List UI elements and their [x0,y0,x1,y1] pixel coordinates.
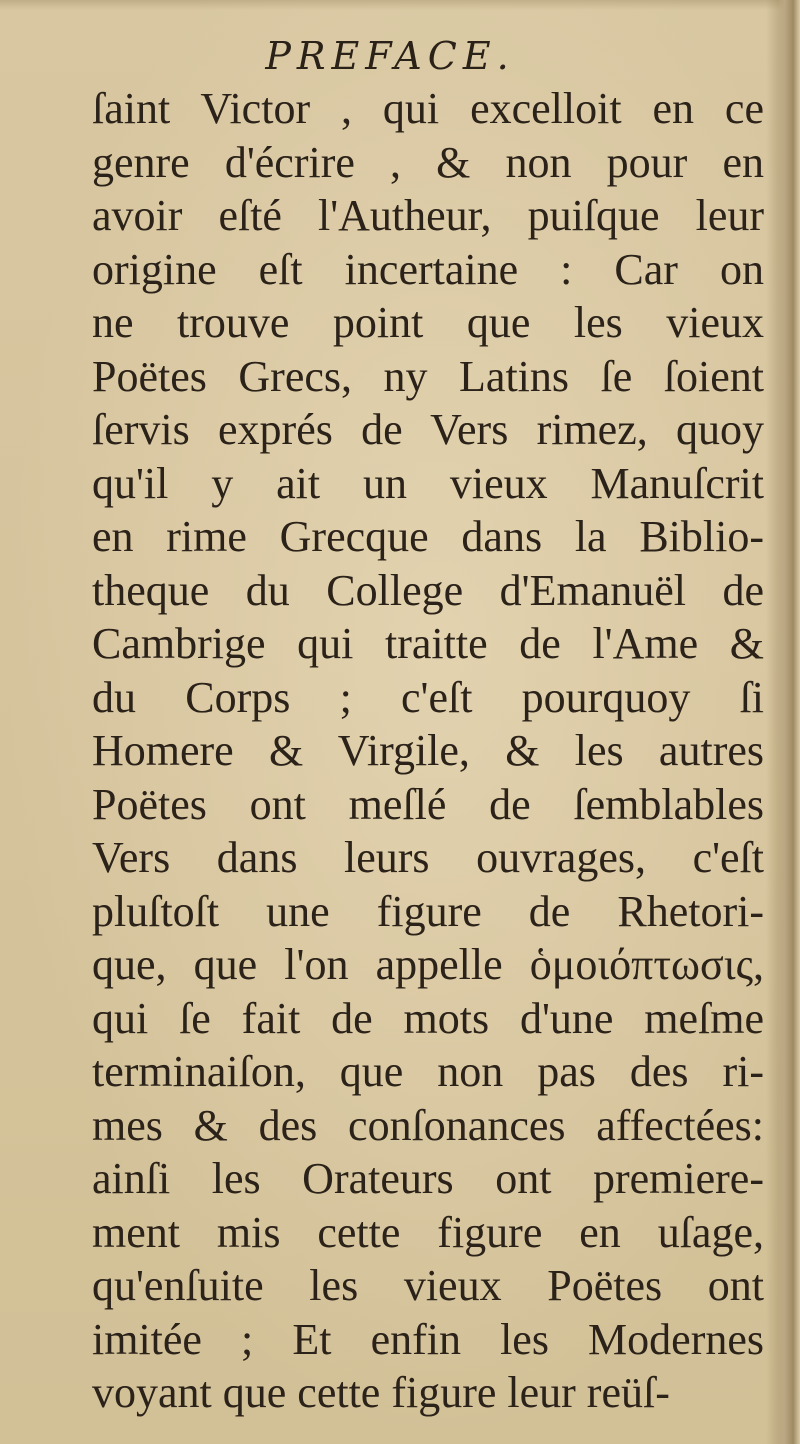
body-text [92,82,764,1420]
text-line: genre d'écrire , & non pour en [92,137,764,187]
text-line: qui ſe fait de mots d'une meſme [92,993,764,1043]
text-line: Homere & Virgile, & les autres [92,726,764,775]
page-gutter-edge [766,0,800,1444]
running-head: PREFACE. [265,34,515,78]
text-line: imitée ; Et enfin les Modernes [92,1314,764,1364]
page-top-edge [0,0,800,10]
text-line: pluſtoſt une figure de Rhetori- [92,886,764,936]
text-line: ſervis exprés de Vers rimez, quoy [92,405,764,454]
text-line: que, que l'on appelle ὁμοιόπτωσις, [92,940,764,989]
text-line: terminaiſon, que non pas des ri- [92,1047,764,1096]
text-line: Vers dans leurs ouvrages, c'eſt [92,833,764,882]
text-line: du Corps ; c'eſt pourquoy ſi [92,672,764,722]
text-line: qu'enſuite les vieux Poëtes ont [92,1261,764,1310]
text-line: origine eſt incertaine : Car on [92,244,764,294]
text-line: ne trouve point que les vieux [92,298,764,347]
text-line: Poëtes ont meſlé de ſemblables [92,779,764,829]
text-line: qu'il y ait un vieux Manuſcrit [92,458,764,508]
text-line: ainſi les Orateurs ont premiere- [92,1154,764,1203]
text-line: Cambrige qui traitte de l'Ame & [92,619,764,668]
text-line: theque du College d'Emanuël de [92,565,764,615]
text-line: avoir eſté l'Autheur, puiſque leur [92,191,764,240]
text-line: voyant que cette figure leur reüſ- [92,1368,670,1417]
text-line: ſaint Victor , qui excelloit en ce [92,84,764,133]
text-line: ment mis cette figure en uſage, [92,1207,764,1257]
text-line: en rime Grecque dans la Biblio- [92,512,764,561]
text-line: Poëtes Grecs, ny Latins ſe ſoient [92,351,764,401]
text-line: mes & des conſonances affectées: [92,1100,764,1150]
